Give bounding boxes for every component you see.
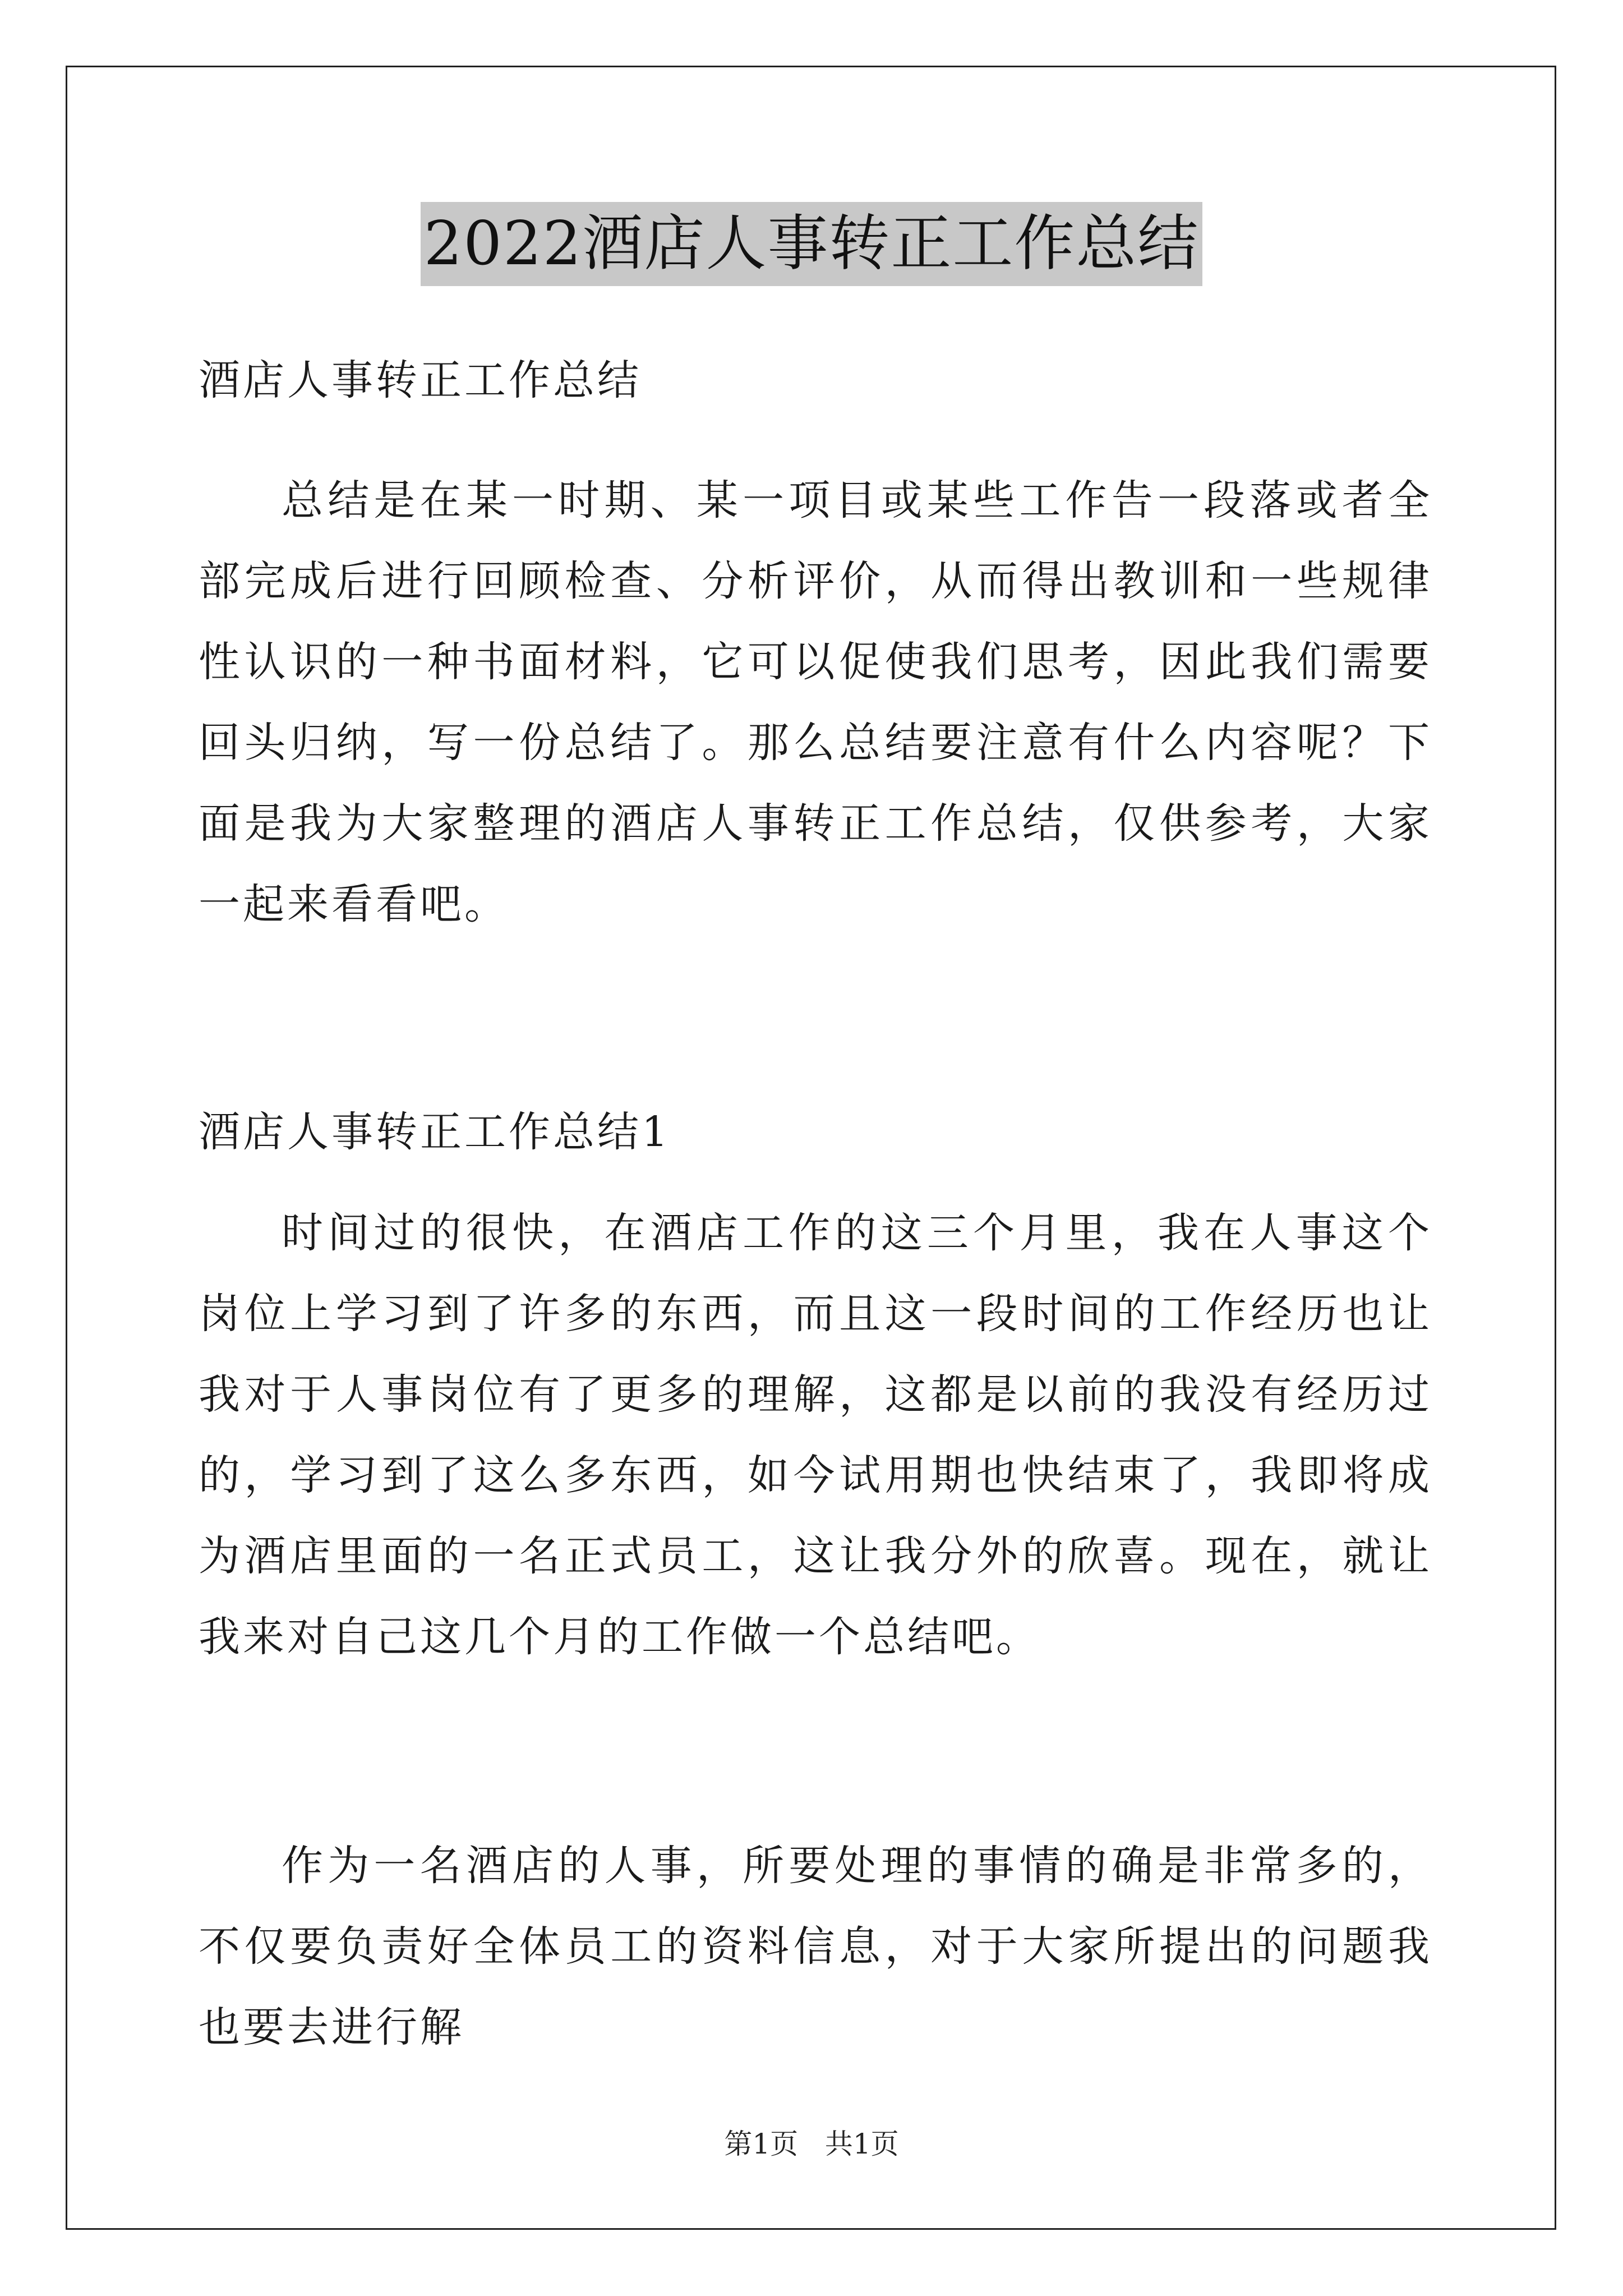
section-heading: 酒店人事转正工作总结1 bbox=[199, 1108, 671, 1156]
page-footer: 第1页 共1页 bbox=[724, 2128, 899, 2160]
intro-paragraph: 总结是在某一时期、某一项目或某些工作告一段落或者全部完成后进行回顾检查、分析评价，从而得出教训和一些规律性认识的一种书面材料，它可以促使我们思考，因此我们需要回头归纳，写一份总结了。那么总结要注意有什么内容呢？下面是我为大家整理的酒店人事转正工作总结，仅供参考，大家一起来看看吧。 bbox=[199, 476, 1432, 928]
section-paragraph-1: 时间过的很快，在酒店工作的这三个月里，我在人事这个岗位上学习到了许多的东西，而且这一段时间的工作经历也让我对于人事岗位有了更多的理解，这都是以前的我没有经历过的，学习到了这么多东西，如今试用期也快结束了，我即将成为酒店里面的一名正式员工，这让我分外的欣喜。现在，就让我来对自己这几个月的工作做一个总结吧。 bbox=[199, 1209, 1432, 1661]
title-container bbox=[0, 202, 1623, 286]
document-subtitle: 酒店人事转正工作总结 bbox=[199, 356, 642, 404]
document-title: 2022酒店人事转正工作总结 bbox=[421, 202, 1203, 286]
section-paragraph-2: 作为一名酒店的人事，所要处理的事情的确是非常多的，不仅要负责好全体员工的资料信息，对于大家所提出的问题我也要去进行解 bbox=[199, 1842, 1432, 2051]
